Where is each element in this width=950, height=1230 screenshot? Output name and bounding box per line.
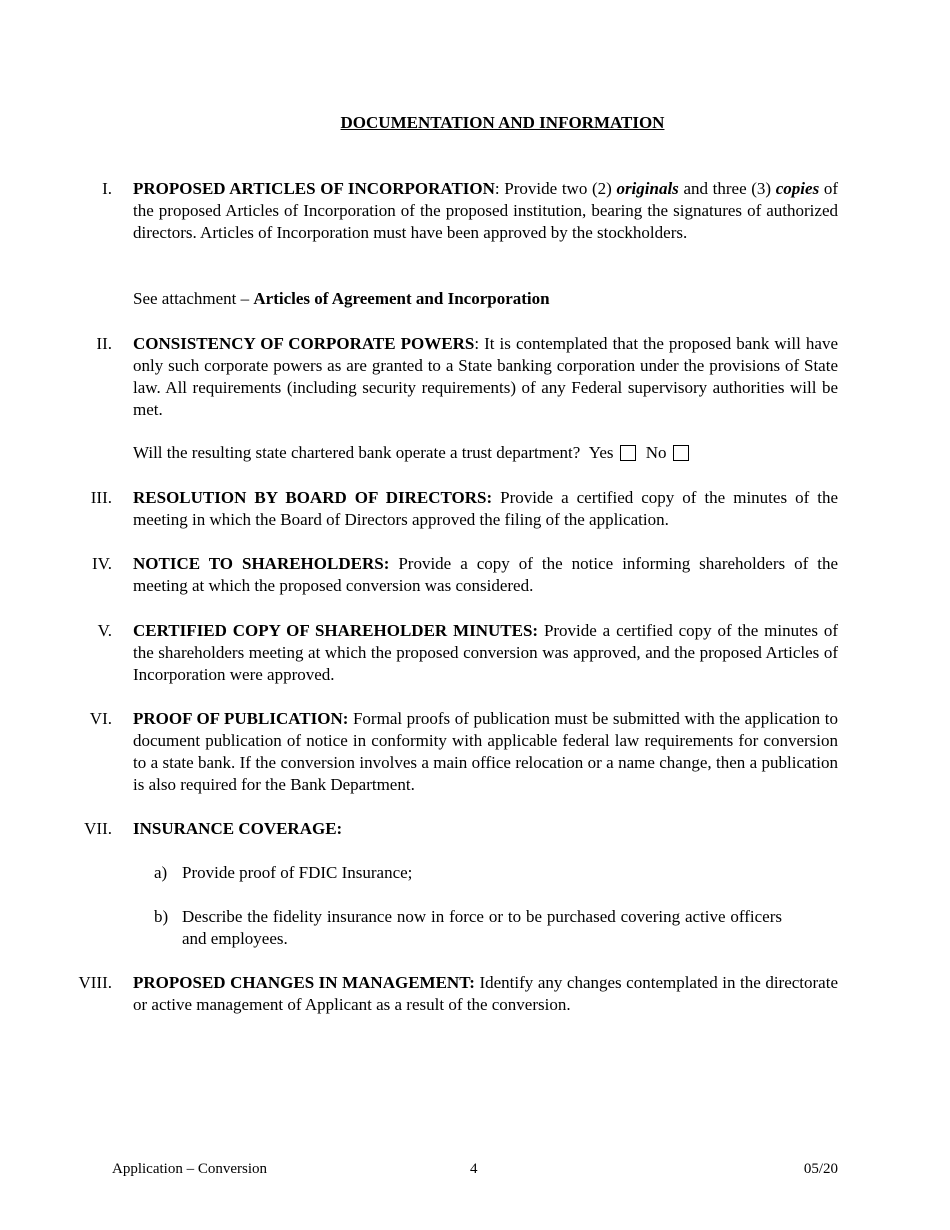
section-body: [133, 178, 838, 244]
section-heading: RESOLUTION BY BOARD OF DIRECTORS:: [133, 488, 493, 507]
section-heading: PROPOSED ARTICLES OF INCORPORATION: [133, 179, 495, 198]
footer-date: 05/20: [803, 1161, 838, 1177]
section-numeral: I.: [102, 179, 112, 198]
section-text: Provide a certified copy of the minutes of the shareholders meeting at which the proposed conversion was approved, and the proposed Articles of Incorporation were approved.: [133, 621, 838, 684]
section-numeral: VII.: [84, 819, 112, 838]
section-numeral: VI.: [89, 709, 112, 728]
section-heading: CONSISTENCY OF CORPORATE POWERS: [133, 334, 475, 353]
section-body: [133, 620, 838, 686]
footer-document-name: Application – Conversion: [112, 1161, 267, 1177]
no-label: No: [645, 443, 667, 462]
section-numeral: V.: [97, 621, 112, 640]
section-numeral: II.: [96, 334, 112, 353]
section-heading: NOTICE TO SHAREHOLDERS:: [133, 554, 390, 573]
attachment-name: Articles of Agreement and Incorporation: [253, 289, 550, 308]
footer-page-number: 4: [470, 1161, 478, 1177]
section-body: [133, 708, 838, 796]
list-item-text: Describe the fidelity insurance now in force or to be purchased covering active officers and employees.: [182, 907, 782, 948]
yes-label: Yes: [588, 443, 614, 462]
section-text: Formal proofs of publication must be submitted with the application to document publication of notice in conformity with applicable federal law requirements for conversion to a state bank. If the conversion involves a main office relocation or a name change, then a publication is also required for the Bank Department.: [133, 709, 838, 794]
section-heading: INSURANCE COVERAGE:: [133, 819, 343, 838]
section-body: [133, 487, 838, 531]
section-numeral: VIII.: [78, 973, 112, 992]
section-body: [133, 333, 838, 421]
section-heading: PROOF OF PUBLICATION:: [133, 709, 349, 728]
section-numeral: III.: [90, 488, 112, 507]
attachment-prefix: See attachment –: [133, 289, 254, 308]
section-text: : It is contemplated that the proposed bank will have only such corporate powers as are granted to a State banking corporation under the provisions of State law. All requirements (including security requirements) of any Federal supervisory authorities will be met.: [133, 334, 838, 419]
section-text: Provide a certified copy of the minutes of the meeting in which the Board of Directors approved the filing of the application.: [133, 488, 838, 529]
trust-question-text: Will the resulting state chartered bank operate a trust department?: [133, 443, 581, 462]
section-text: Identify any changes contemplated in the directorate or active management of Applicant as a result of the conversion.: [133, 973, 838, 1014]
section-text: and three (3): [678, 179, 776, 198]
section-body: [133, 553, 838, 597]
section-body: [133, 972, 838, 1016]
no-checkbox[interactable]: [673, 445, 689, 461]
section-body: [133, 818, 838, 840]
yes-checkbox[interactable]: [620, 445, 636, 461]
emphasis-copies: copies: [775, 179, 820, 198]
section-text: : Provide two (2): [494, 179, 617, 198]
emphasis-originals: originals: [616, 179, 679, 198]
page-title: DOCUMENTATION AND INFORMATION: [340, 113, 665, 132]
section-numeral: IV.: [92, 554, 112, 573]
section-heading: CERTIFIED COPY OF SHAREHOLDER MINUTES:: [133, 621, 539, 640]
list-item-label: a): [154, 863, 168, 882]
list-item-text: Provide proof of FDIC Insurance;: [182, 863, 413, 882]
list-item-label: b): [154, 907, 169, 926]
section-heading: PROPOSED CHANGES IN MANAGEMENT:: [133, 973, 475, 992]
section-text: of the proposed Articles of Incorporation of the proposed institution, bearing the signatures of authorized directors. Articles of Incorporation must have been approved by the stockholders.: [133, 179, 838, 242]
section-text: Provide a copy of the notice informing shareholders of the meeting at which the proposed conversion was considered.: [133, 554, 838, 595]
